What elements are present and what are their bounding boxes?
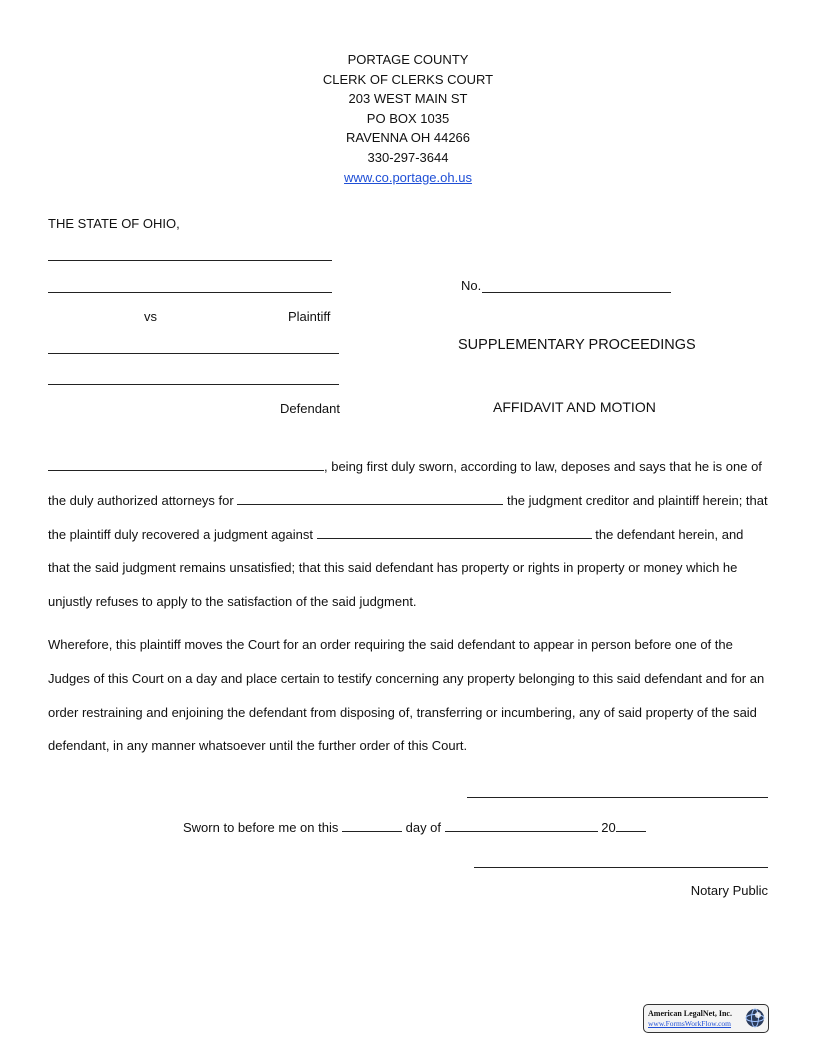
website-link[interactable]: www.co.portage.oh.us — [344, 169, 472, 185]
defendant-name-line-2[interactable] — [48, 384, 339, 385]
po-box: PO BOX 1035 — [366, 110, 450, 126]
state-of-ohio: THE STATE OF OHIO, — [48, 216, 180, 231]
year-prefix: 20 — [601, 820, 616, 835]
american-legalnet-logo[interactable] — [643, 1004, 769, 1033]
document-title: SUPPLEMENTARY PROCEEDINGS — [458, 337, 696, 353]
debtor-name-blank[interactable] — [317, 526, 592, 539]
affiant-name-blank[interactable] — [48, 458, 324, 471]
defendant-label: Defendant — [280, 401, 340, 416]
day-blank[interactable] — [342, 819, 402, 832]
notary-signature-line[interactable] — [474, 867, 768, 868]
logo-url[interactable]: www.FormsWorkFlow.com — [648, 1019, 732, 1028]
street-address: 203 WEST MAIN ST — [348, 91, 468, 107]
case-number-label: No. — [461, 278, 482, 293]
motion-paragraph: Wherefore, this plaintiff moves the Court for an order requiring the said defendant to appear in person before one of the Judges of this Court on a day and place certain to testify concerning any property belonging to this said defendant and for an order restraining and enjoining the defendant from disposing of, transferring or incumbering, any of said property of the said defendant, in any manner whatsoever until the further order of this Court. — [48, 636, 765, 754]
plaintiff-name-line-2[interactable] — [48, 292, 332, 293]
city-state-zip: RAVENNA OH 44266 — [345, 130, 471, 146]
affidavit-paragraph — [48, 450, 768, 619]
notary-public-label: Notary Public — [690, 883, 768, 898]
vs-label: vs — [144, 309, 157, 324]
plaintiff-label: Plaintiff — [288, 309, 331, 324]
day-of-label: day of — [405, 820, 442, 835]
document-subtitle: AFFIDAVIT AND MOTION — [493, 399, 656, 415]
affidavit-text-2: the judgment creditor and plaintiff herein; that the plaintiff duly recovered a judgment against — [48, 492, 768, 542]
affidavit-text-1: , being first duly sworn, according to law, deposes and says that he is one of the duly authorized attorneys for — [48, 459, 762, 508]
affidavit-text-3: the defendant herein, and that the said judgment remains unsatisfied; that this said defendant has property or rights in property or money which he unjustly refuses to apply to the satisfaction of the said judgment. — [48, 526, 744, 610]
creditor-name-blank[interactable] — [237, 492, 503, 505]
court-name: CLERK OF CLERKS COURT — [322, 71, 494, 87]
court-header — [0, 50, 816, 187]
globe-icon — [745, 1008, 765, 1028]
sworn-label: Sworn to before me on this — [183, 820, 339, 835]
case-number-line[interactable] — [482, 292, 671, 293]
defendant-name-line-1[interactable] — [48, 353, 339, 354]
month-blank[interactable] — [445, 819, 598, 832]
jurat-line — [183, 819, 646, 835]
affidavit-body — [48, 450, 768, 763]
affiant-signature-line[interactable] — [467, 797, 768, 798]
county-name: PORTAGE COUNTY — [347, 52, 469, 67]
plaintiff-name-line-1[interactable] — [48, 260, 332, 261]
year-blank[interactable] — [616, 819, 646, 832]
logo-company: American LegalNet, Inc. — [648, 1009, 732, 1018]
phone-number: 330-297-3644 — [367, 149, 449, 165]
